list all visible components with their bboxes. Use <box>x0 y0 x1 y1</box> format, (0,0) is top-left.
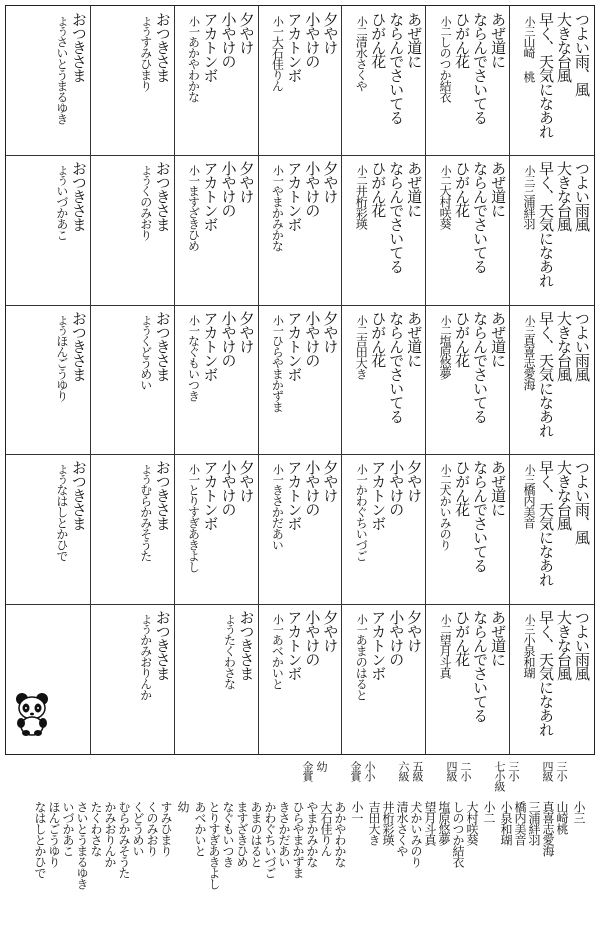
grade-label: 小一 <box>271 613 285 634</box>
calligraphy-cell <box>258 454 342 603</box>
poem-line: アカトンボ <box>285 12 304 82</box>
poem-line: 小やけの <box>303 310 322 367</box>
grade-label: 小一 <box>271 16 285 36</box>
footer-name: なぐもいつき <box>221 801 235 867</box>
poem-line: 小やけの <box>219 310 238 367</box>
calligraphy-cell <box>6 6 90 155</box>
award-detail: 五級 <box>411 761 424 781</box>
calligraphy-cell <box>258 604 342 753</box>
poem-line: つよい雨風 <box>572 310 591 381</box>
author-block <box>355 165 367 300</box>
footer-name: ひらやまかずま <box>291 801 305 878</box>
author-block <box>56 315 68 450</box>
grade-label: 小二 <box>355 16 369 36</box>
poem-line: アカトンボ <box>285 161 304 232</box>
footer-name: くのみおり <box>145 801 159 856</box>
author-block <box>140 16 152 151</box>
grade-label: よう <box>55 464 69 485</box>
poem-line: ひがん花 <box>453 12 472 68</box>
poem-line: 小やけの <box>303 609 322 666</box>
grade-label: よう <box>55 314 69 335</box>
poem-line: ならんでさいてる <box>471 460 490 573</box>
footer-name: むらかみそうた <box>117 801 131 878</box>
calligraphy-cell <box>425 604 509 753</box>
poem-line: ひがん花 <box>369 161 388 218</box>
grade-label: 小一 <box>271 464 285 485</box>
footer-name: 犬かいみのり <box>409 801 423 867</box>
poem-line: 小やけの <box>303 161 322 218</box>
poem-line: ならんでさいてる <box>471 310 490 423</box>
poem-line: 大きな台風 <box>554 609 573 680</box>
grade-label: よう <box>55 16 69 36</box>
student-name: 真喜志愛海 <box>521 334 536 390</box>
author-block <box>355 16 367 151</box>
student-name: 山崎 桃 <box>521 36 536 82</box>
poem-line: 夕やけ <box>321 161 340 204</box>
poem-line: 夕やけ <box>321 310 340 353</box>
name-block-heading: 小二 <box>482 801 496 823</box>
calligraphy-cell <box>425 155 509 304</box>
calligraphy-cell <box>90 155 174 304</box>
footer-name: しのつか結衣 <box>451 801 465 867</box>
author-block <box>188 464 200 599</box>
grade-label: 小二 <box>355 165 369 186</box>
footer-name: 清水さくや <box>395 801 409 856</box>
poem-line: 夕やけ <box>237 12 256 54</box>
calligraphy-cell <box>90 604 174 753</box>
footer-name: たくわさな <box>89 801 103 856</box>
poem-line: 夕やけ <box>237 460 256 503</box>
calligraphy-cell <box>341 305 425 454</box>
poem-line: 早く、天気になあれ <box>536 609 555 736</box>
student-name: 井桁彩瑛 <box>354 185 369 230</box>
footer-name: 橋内美音 <box>513 801 527 845</box>
author-block <box>523 315 535 450</box>
poem-line: おつきさま <box>153 460 172 531</box>
calligraphy-grid <box>5 5 595 755</box>
author-block <box>355 315 367 450</box>
student-name: くのみおり <box>138 185 153 241</box>
poem-line: ならんでさいてる <box>471 12 490 124</box>
footer-name: いづかあこ <box>61 801 75 856</box>
author-block <box>439 16 451 151</box>
poem-line: アカトンボ <box>285 310 304 381</box>
footer-name: ほんごうゆり <box>47 801 61 867</box>
poem-line: 小やけの <box>219 460 238 517</box>
award-label: 四級 <box>445 761 458 781</box>
calligraphy-cell <box>174 305 258 454</box>
calligraphy-cell <box>258 155 342 304</box>
poem-line: ならんでさいてる <box>471 609 490 722</box>
calligraphy-cell <box>174 155 258 304</box>
student-name: あかやわかな <box>186 36 201 102</box>
calligraphy-cell <box>6 454 90 603</box>
author-block <box>439 614 451 749</box>
footer-name: きさかだあい <box>277 801 291 867</box>
calligraphy-cell <box>341 604 425 753</box>
poem-line: あぜ道に <box>405 12 424 68</box>
poem-line: 夕やけ <box>237 310 256 353</box>
student-name: 三浦絆羽 <box>521 185 536 230</box>
author-block <box>56 165 68 300</box>
calligraphy-cell <box>509 305 593 454</box>
panda-icon <box>12 690 52 736</box>
award-label: 七小級 <box>493 761 506 791</box>
student-name: 吉田大き <box>354 334 369 379</box>
poem-line: ひがん花 <box>453 609 472 666</box>
poem-line: 小やけの <box>387 460 406 517</box>
poem-line: アカトンボ <box>201 310 220 381</box>
poem-line: アカトンボ <box>201 460 220 531</box>
student-name: くどうめい <box>138 334 153 390</box>
student-name: むらかみそうた <box>138 484 153 562</box>
author-block <box>523 165 535 300</box>
award-detail: 三小 <box>555 761 568 781</box>
poem-line: 夕やけ <box>405 460 424 503</box>
footer-name: とりすぎあきよし <box>207 801 221 889</box>
poem-line: ひがん花 <box>369 12 388 68</box>
poem-line: ならんでさいてる <box>387 161 406 274</box>
poem-line: おつきさま <box>153 161 172 232</box>
student-name: さいとうまるゆき <box>54 36 69 124</box>
student-name: ほんごうゆり <box>54 334 69 401</box>
poem-line: 夕やけ <box>321 460 340 503</box>
poem-line: アカトンボ <box>201 161 220 232</box>
calligraphy-cell <box>425 305 509 454</box>
poem-line: 大きな台風 <box>554 12 573 82</box>
award-detail: 幼 <box>315 761 328 771</box>
poem-line: おつきさま <box>69 12 88 82</box>
student-name: なはしとかひで <box>54 484 69 562</box>
footer-name: すみひまり <box>159 801 173 856</box>
author-block <box>188 315 200 450</box>
poem-line: ひがん花 <box>453 161 472 218</box>
grade-label: 小一 <box>187 464 201 485</box>
calligraphy-cell <box>174 6 258 155</box>
grade-label: 小三 <box>522 16 536 36</box>
footer-name: 井桁彩瑛 <box>381 801 395 845</box>
award-detail: 二小 <box>459 761 472 781</box>
calligraphy-cell <box>341 454 425 603</box>
student-name: かわぐちいづご <box>354 484 369 562</box>
grade-label: 小一 <box>187 16 201 36</box>
poem-line: ならんでさいてる <box>387 310 406 423</box>
poem-line: 早く、天気になあれ <box>536 310 555 437</box>
poem-line: つよい雨、風 <box>572 12 591 96</box>
poem-line: おつきさま <box>69 460 88 531</box>
poem-line: 早く、天気になあれ <box>536 161 555 288</box>
poem-line: 大きな台風 <box>554 460 573 531</box>
grade-label: 小一 <box>271 314 285 335</box>
calligraphy-cell <box>6 305 90 454</box>
poem-line: ひがん花 <box>453 460 472 517</box>
poem-line: ひがん花 <box>453 310 472 367</box>
poem-line: 小やけの <box>219 161 238 218</box>
grade-label: 小一 <box>355 464 369 485</box>
author-block <box>271 315 283 450</box>
footer-name: 小泉和瑚 <box>499 801 513 845</box>
poem-line: 小やけの <box>219 12 238 68</box>
student-name: ますざきひめ <box>186 185 201 252</box>
student-name: 清水さくや <box>354 36 369 91</box>
author-block <box>140 315 152 450</box>
calligraphy-cell <box>509 604 593 753</box>
student-name: きさかだあい <box>270 484 285 551</box>
author-block <box>355 614 367 749</box>
grade-label: よう <box>139 16 153 36</box>
calligraphy-cell <box>90 305 174 454</box>
author-block <box>140 464 152 599</box>
student-name: 塩原悠夢 <box>438 334 453 379</box>
author-block <box>188 165 200 300</box>
author-block <box>188 16 200 151</box>
grade-label: よう <box>139 314 153 335</box>
poem-line: あぜ道に <box>489 460 508 517</box>
student-name: なぐもいつき <box>186 334 201 401</box>
grade-label: よう <box>139 613 153 634</box>
author-block <box>523 16 535 151</box>
poem-line: あぜ道に <box>489 12 508 68</box>
grade-label: 小三 <box>522 165 536 186</box>
grade-label: 小二 <box>439 464 453 485</box>
name-block-heading: 小一 <box>350 801 364 823</box>
poem-line: おつきさま <box>69 161 88 232</box>
calligraphy-cell <box>509 454 593 603</box>
student-name: とりすぎあきよし <box>186 484 201 573</box>
calligraphy-cell <box>90 454 174 603</box>
poem-line: ならんでさいてる <box>387 12 406 124</box>
grade-label: 小二 <box>439 314 453 335</box>
author-block <box>140 614 152 749</box>
poem-line: つよい雨、風 <box>572 460 591 545</box>
footer-name: ますざきひめ <box>235 801 249 867</box>
award-label: 金賞 <box>301 761 314 781</box>
author-block <box>271 165 283 300</box>
footer-name: さいとうまるゆき <box>75 801 89 889</box>
footer-name: あべかいと <box>193 801 207 856</box>
calligraphy-cell <box>341 155 425 304</box>
poem-line: 小やけの <box>303 12 322 68</box>
footer-name: 大石佳りん <box>319 801 333 856</box>
student-name: すみひまり <box>138 36 153 91</box>
footer-name: あかやわかな <box>333 801 347 867</box>
footer-name: かわぐちいづご <box>263 801 277 878</box>
poem-line: あぜ道に <box>489 161 508 218</box>
student-name: ひらやまかずま <box>270 334 285 412</box>
poem-line: つよい雨風 <box>572 161 591 232</box>
grade-label: よう <box>223 613 237 634</box>
poem-line: おつきさま <box>153 12 172 82</box>
poem-line: 夕やけ <box>237 161 256 204</box>
author-block <box>523 614 535 749</box>
student-name: いづかあこ <box>54 185 69 241</box>
student-name: やまかみかな <box>270 185 285 252</box>
calligraphy-cell <box>425 6 509 155</box>
author-block <box>439 464 451 599</box>
calligraphy-cell <box>258 6 342 155</box>
poem-line: アカトンボ <box>201 12 220 82</box>
author-block <box>439 315 451 450</box>
calligraphy-cell <box>174 604 258 753</box>
footer-name: 山崎桃 <box>555 801 569 834</box>
author-block <box>140 165 152 300</box>
poem-line: おつきさま <box>237 609 256 680</box>
grade-label: 小三 <box>522 613 536 634</box>
calligraphy-cell <box>6 155 90 304</box>
footer <box>0 757 600 929</box>
grade-label: 小一 <box>271 165 285 186</box>
poem-line: 夕やけ <box>405 609 424 652</box>
poem-line: あぜ道に <box>405 161 424 218</box>
poem-line: 大きな台風 <box>554 310 573 381</box>
author-block <box>56 16 68 151</box>
grade-label: 小三 <box>522 314 536 335</box>
grade-label: 小二 <box>439 16 453 36</box>
student-name: たくわさな <box>222 633 237 689</box>
grade-label: 小三 <box>522 464 536 485</box>
poem-line: あぜ道に <box>489 609 508 666</box>
grade-label: よう <box>55 165 69 186</box>
student-name: しのつか結衣 <box>438 36 453 102</box>
student-name: かみおりんか <box>138 633 153 700</box>
author-block <box>224 614 236 749</box>
poem-line: おつきさま <box>153 609 172 680</box>
poem-line: アカトンボ <box>285 609 304 680</box>
footer-name: やまかみかな <box>305 801 319 867</box>
grade-label: よう <box>139 165 153 186</box>
student-name: 橋内美音 <box>521 484 536 529</box>
poem-line: おつきさま <box>153 310 172 381</box>
poem-line: アカトンボ <box>369 460 388 531</box>
author-block <box>56 464 68 599</box>
grade-label: 小二 <box>439 613 453 634</box>
calligraphy-cell <box>341 6 425 155</box>
calligraphy-cell <box>509 6 593 155</box>
poem-line: ひがん花 <box>369 310 388 367</box>
author-block <box>523 464 535 599</box>
grade-label: 小一 <box>187 165 201 186</box>
grade-label: よう <box>139 464 153 485</box>
poem-line: 小やけの <box>387 609 406 666</box>
calligraphy-cell <box>425 454 509 603</box>
footer-name: あまのはると <box>249 801 263 867</box>
grade-label: 小二 <box>355 314 369 335</box>
student-name: 大石佳りん <box>270 36 285 91</box>
author-block <box>355 464 367 599</box>
footer-name: 塩原悠夢 <box>437 801 451 845</box>
grade-label: 小一 <box>187 314 201 335</box>
poem-line: 早く、天気になあれ <box>536 460 555 587</box>
poem-line: アカトンボ <box>369 609 388 680</box>
poem-line: あぜ道に <box>489 310 508 367</box>
award-label: 六級 <box>397 761 410 781</box>
author-block <box>271 464 283 599</box>
author-block <box>271 16 283 151</box>
poem-line: 小やけの <box>303 460 322 517</box>
footer-name: くどうめい <box>131 801 145 856</box>
poem-line: アカトンボ <box>285 460 304 531</box>
student-name: 小泉和瑚 <box>521 633 536 678</box>
calligraphy-cell <box>174 454 258 603</box>
footer-name: 吉田大き <box>367 801 381 845</box>
student-name: あまのはると <box>354 633 369 700</box>
grade-label: 小二 <box>439 165 453 186</box>
calligraphy-cell <box>258 305 342 454</box>
poem-line: 早く、天気になあれ <box>536 12 555 138</box>
award-label: 金賞 <box>349 761 362 781</box>
student-name: 犬かいみのり <box>438 484 453 551</box>
award-label: 四級 <box>541 761 554 781</box>
award-detail: 三小 <box>507 761 520 781</box>
footer-name: 三浦絆羽 <box>527 801 541 845</box>
footer-name: 大村咲葵 <box>465 801 479 845</box>
poem-line: つよい雨風 <box>572 609 591 680</box>
calligraphy-cell <box>90 6 174 155</box>
poem-line: あぜ道に <box>405 310 424 367</box>
footer-name: 望月斗真 <box>423 801 437 845</box>
award-detail: 小小 <box>363 761 376 781</box>
poem-line: 大きな台風 <box>554 161 573 232</box>
poem-line: 夕やけ <box>321 12 340 54</box>
name-block-heading: 小三 <box>572 801 586 823</box>
footer-name: なはしとかひで <box>33 801 47 878</box>
footer-name: かみおりんか <box>103 801 117 867</box>
poem-line: おつきさま <box>69 310 88 381</box>
student-name: 望月斗真 <box>438 633 453 678</box>
student-name: あべかいと <box>270 633 285 689</box>
name-block-heading: 幼 <box>176 801 190 812</box>
grade-label: 小一 <box>355 613 369 634</box>
author-block <box>271 614 283 749</box>
author-block <box>439 165 451 300</box>
poem-line: ならんでさいてる <box>471 161 490 274</box>
footer-name: 真喜志愛海 <box>541 801 555 856</box>
poem-line: 夕やけ <box>321 609 340 652</box>
calligraphy-cell <box>509 155 593 304</box>
student-name: 大村咲葵 <box>438 185 453 230</box>
